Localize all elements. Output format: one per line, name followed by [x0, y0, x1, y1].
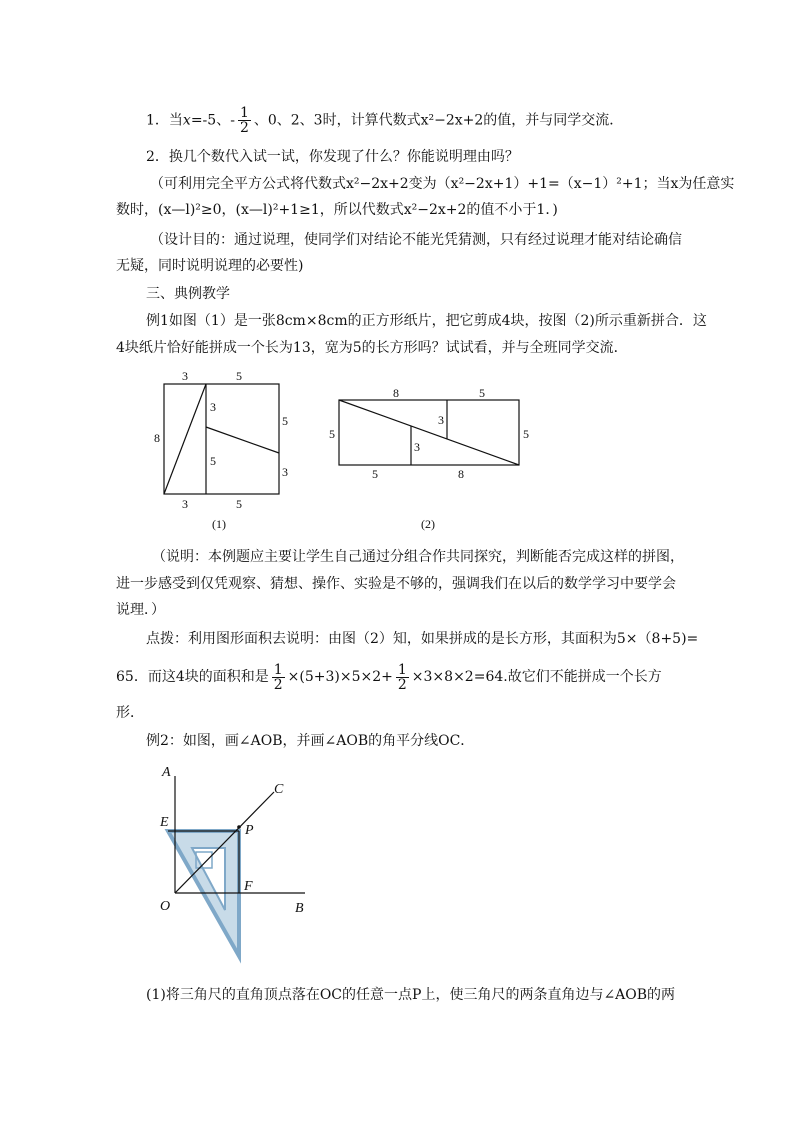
label-C: C [274, 782, 284, 797]
last-paragraph: (1)将三角尺的直角顶点落在OC的任意一点P上，使三角尺的两条直角边与∠AOB的两 [146, 987, 676, 1003]
fig2-label-bot-b: 8 [458, 467, 464, 481]
hint-line-b: 65．而这4块的面积和是 $\frac{1}{2}$ ×(5+3)×5×2+ $\frac{1}{2}$ ×3×8×2=64.故它们不能拼成一个长方 [116, 661, 662, 693]
figure-angle-bisector [150, 760, 320, 975]
fig1-label-mid-b: 5 [210, 454, 216, 468]
label-A: A [162, 765, 171, 780]
fig1-label-bot-b: 5 [236, 497, 242, 511]
label-P: P [245, 823, 254, 838]
fig1-caption: (1) [212, 517, 226, 531]
paragraph-4a: （设计目的：通过说理，使同学们对结论不能光凭猜测，只有经过说理才能对结论确信 [150, 232, 682, 248]
example-1-line-a: 例1如图（1）是一张8cm×8cm的正方形纸片，把它剪成4块，按图（2)所示重新拼合．这 [146, 313, 707, 329]
hint-line-c: 形． [116, 705, 144, 721]
fraction-half-2: $\frac{1}{2}$ [397, 661, 407, 693]
fig1-label-right-b: 3 [282, 465, 288, 479]
fig2-label-bot-a: 5 [372, 467, 378, 481]
fig2-label-right: 5 [523, 427, 529, 441]
fraction-half-1: $\frac{1}{2}$ [273, 661, 283, 693]
fig2-caption: (2) [421, 517, 435, 531]
paragraph-4b: 无疑，同时说明说理的必要性) [116, 258, 304, 274]
fig1-label-bot-a: 3 [182, 497, 188, 511]
fig2-label-top-b: 5 [479, 386, 485, 400]
fig1-label-top-b: 5 [236, 369, 242, 383]
fig1-label-top-a: 3 [182, 369, 188, 383]
fig2-label-mid-a: 3 [438, 413, 444, 427]
note-line-a: （说明：本例题应主要让学生自己通过分组合作共同探究，判断能否完成这样的拼图， [152, 549, 684, 565]
section-heading: 三、典例教学 [146, 286, 230, 302]
label-F: F [244, 879, 253, 894]
note-line-c: 说理．） [116, 602, 165, 618]
paragraph-1: 1．当x=-5、- $\frac{1}{2}$ 、0、2、3时，计算代数式x²−2x+2的值，并与同学交流． [146, 105, 624, 136]
fig1-label-mid-a: 3 [210, 400, 216, 414]
example-2: 例2：如图，画∠AOB，并画∠AOB的角平分线OC． [146, 733, 475, 749]
fig2-label-left: 5 [329, 427, 335, 441]
paragraph-2: 2．换几个数代入试一试，你发现了什么？你能说明理由吗？ [146, 149, 519, 165]
paragraph-3a: （可利用完全平方公式将代数式x²−2x+2变为（x²−2x+1）+1=（x−1）²+1；当x为任意实 [150, 176, 735, 192]
fig1-square [164, 384, 279, 494]
figure-square-rectangle [140, 365, 560, 540]
note-line-b: 进一步感受到仅凭观察、猜想、操作、实验是不够的，强调我们在以后的数学学习中要学会 [116, 576, 676, 592]
label-O: O [160, 899, 171, 914]
fraction-half: $\frac{1}{2}$ [239, 105, 249, 136]
fig1-label-right-a: 5 [282, 414, 288, 428]
fig1-label-left: 8 [154, 431, 160, 445]
fig2-label-mid-b: 3 [414, 440, 420, 454]
label-B: B [295, 901, 304, 916]
paragraph-3b: 数时，(x—l)²≥0，(x—l)²+1≥1，所以代数式x²−2x+2的值不小于1．) [116, 202, 558, 218]
example-1-line-b: 4块纸片恰好能拼成一个长为13，宽为5的长方形吗？试试看，并与全班同学交流． [116, 340, 628, 356]
hint-line-a: 点拨：利用图形面积去说明：由图（2）知，如果拼成的是长方形，其面积为5×（8+5)= [146, 631, 699, 647]
fig2-label-top-a: 8 [393, 386, 399, 400]
label-E: E [160, 815, 169, 830]
